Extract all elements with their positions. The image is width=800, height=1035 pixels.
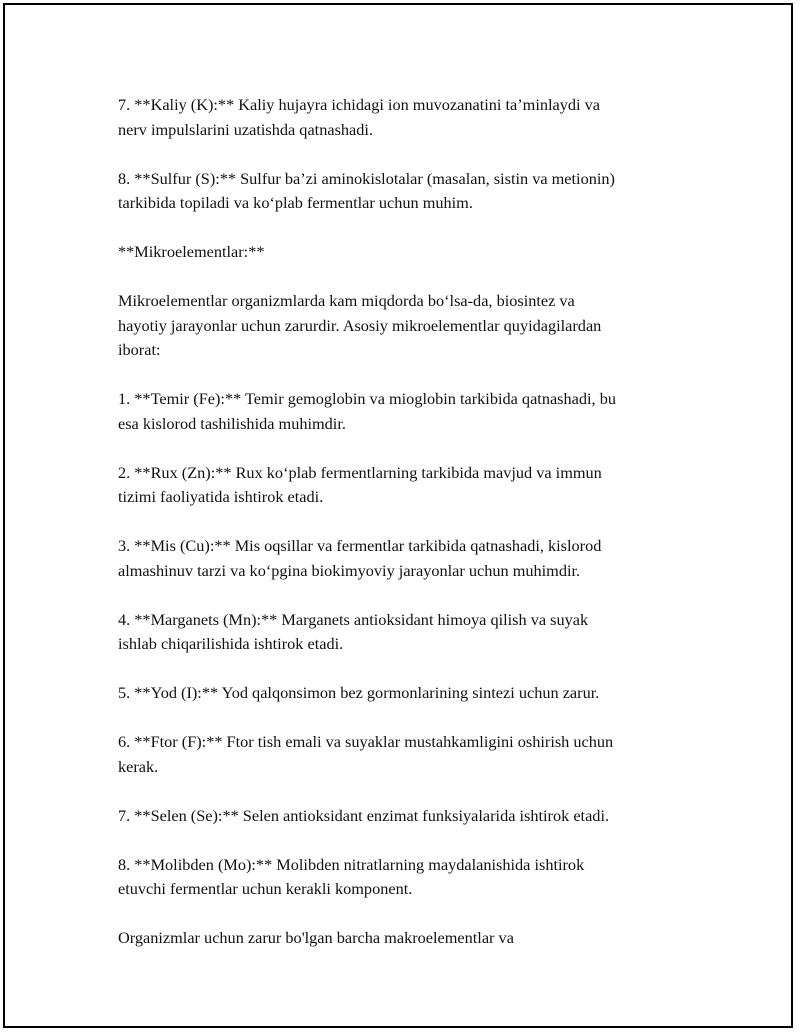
text-line: ishlab chiqarilishida ishtirok etadi. (118, 634, 344, 653)
paragraph-molybdenum (118, 853, 698, 902)
text-line: 8. **Molibden (Mo):** Molibden nitratlarning maydalanishida ishtirok (118, 854, 585, 874)
text-line: 5. **Yod (I):** Yod qalqonsimon bez gormonlarining sintezi uchun zarur. (118, 683, 600, 702)
text-line: Organizmlar uchun zarur bo'lgan barcha makroelementlar va (118, 928, 514, 947)
document-body (118, 93, 698, 975)
text-line: 3. **Mis (Cu):** Mis oqsillar va fermentlar tarkibida qatnashadi, kislorod (118, 536, 602, 555)
paragraph-sulfur (118, 167, 698, 216)
paragraph-zinc (118, 461, 698, 510)
paragraph-iodine (118, 681, 698, 706)
text-line: tarkibida topiladi va ko‘plab fermentlar uchun muhim. (118, 193, 473, 212)
text-line: 4. **Marganets (Mn):** Marganets antioksidant himoya qilish va suyak (118, 609, 589, 629)
text-line: etuvchi fermentlar uchun kerakli komponent. (118, 879, 413, 898)
text-line: **Mikroelementlar:** (118, 242, 265, 261)
paragraph-fluorine (118, 730, 698, 779)
text-line: nerv impulslarini uzatishda qatnashadi. (118, 119, 374, 139)
paragraph-manganese (118, 608, 698, 657)
paragraph-iron (118, 387, 698, 436)
text-line: 7. **Selen (Se):** Selen antioksidant enzimat funksiyalarida ishtirok etadi. (118, 805, 610, 825)
text-line: Mikroelementlar organizmlarda kam miqdorda bo‘lsa-da, biosintez va (118, 291, 575, 310)
section-heading-microelements (118, 240, 698, 265)
text-line: 1. **Temir (Fe):** Temir gemoglobin va mioglobin tarkibida qatnashadi, bu (118, 389, 616, 408)
text-line: 7. **Kaliy (K):** Kaliy hujayra ichidagi ion muvozanatini ta’minlaydi va (118, 95, 600, 114)
text-line: 2. **Rux (Zn):** Rux ko‘plab fermentlarning tarkibida mavjud va immun (118, 462, 602, 482)
paragraph-intro (118, 289, 698, 363)
text-line: almashinuv tarzi va ko‘pgina biokimyoviy jarayonlar uchun muhimdir. (118, 560, 581, 580)
text-line: hayotiy jarayonlar uchun zarurdir. Asosiy mikroelementlar quyidagilardan (118, 315, 602, 335)
paragraph-selenium (118, 804, 698, 829)
text-line: tizimi faoliyatida ishtirok etadi. (118, 487, 324, 506)
text-line: iborat: (118, 340, 161, 359)
text-line: 8. **Sulfur (S):** Sulfur ba’zi aminokislotalar (masalan, sistin va metionin) (118, 168, 615, 188)
text-line: kerak. (118, 756, 159, 776)
paragraph-potassium (118, 93, 698, 142)
text-line: 6. **Ftor (F):** Ftor tish emali va suyaklar mustahkamligini oshirish uchun (118, 732, 614, 751)
text-line: esa kislorod tashilishida muhimdir. (118, 413, 346, 433)
paragraph-closing (118, 926, 698, 951)
paragraph-copper (118, 534, 698, 583)
